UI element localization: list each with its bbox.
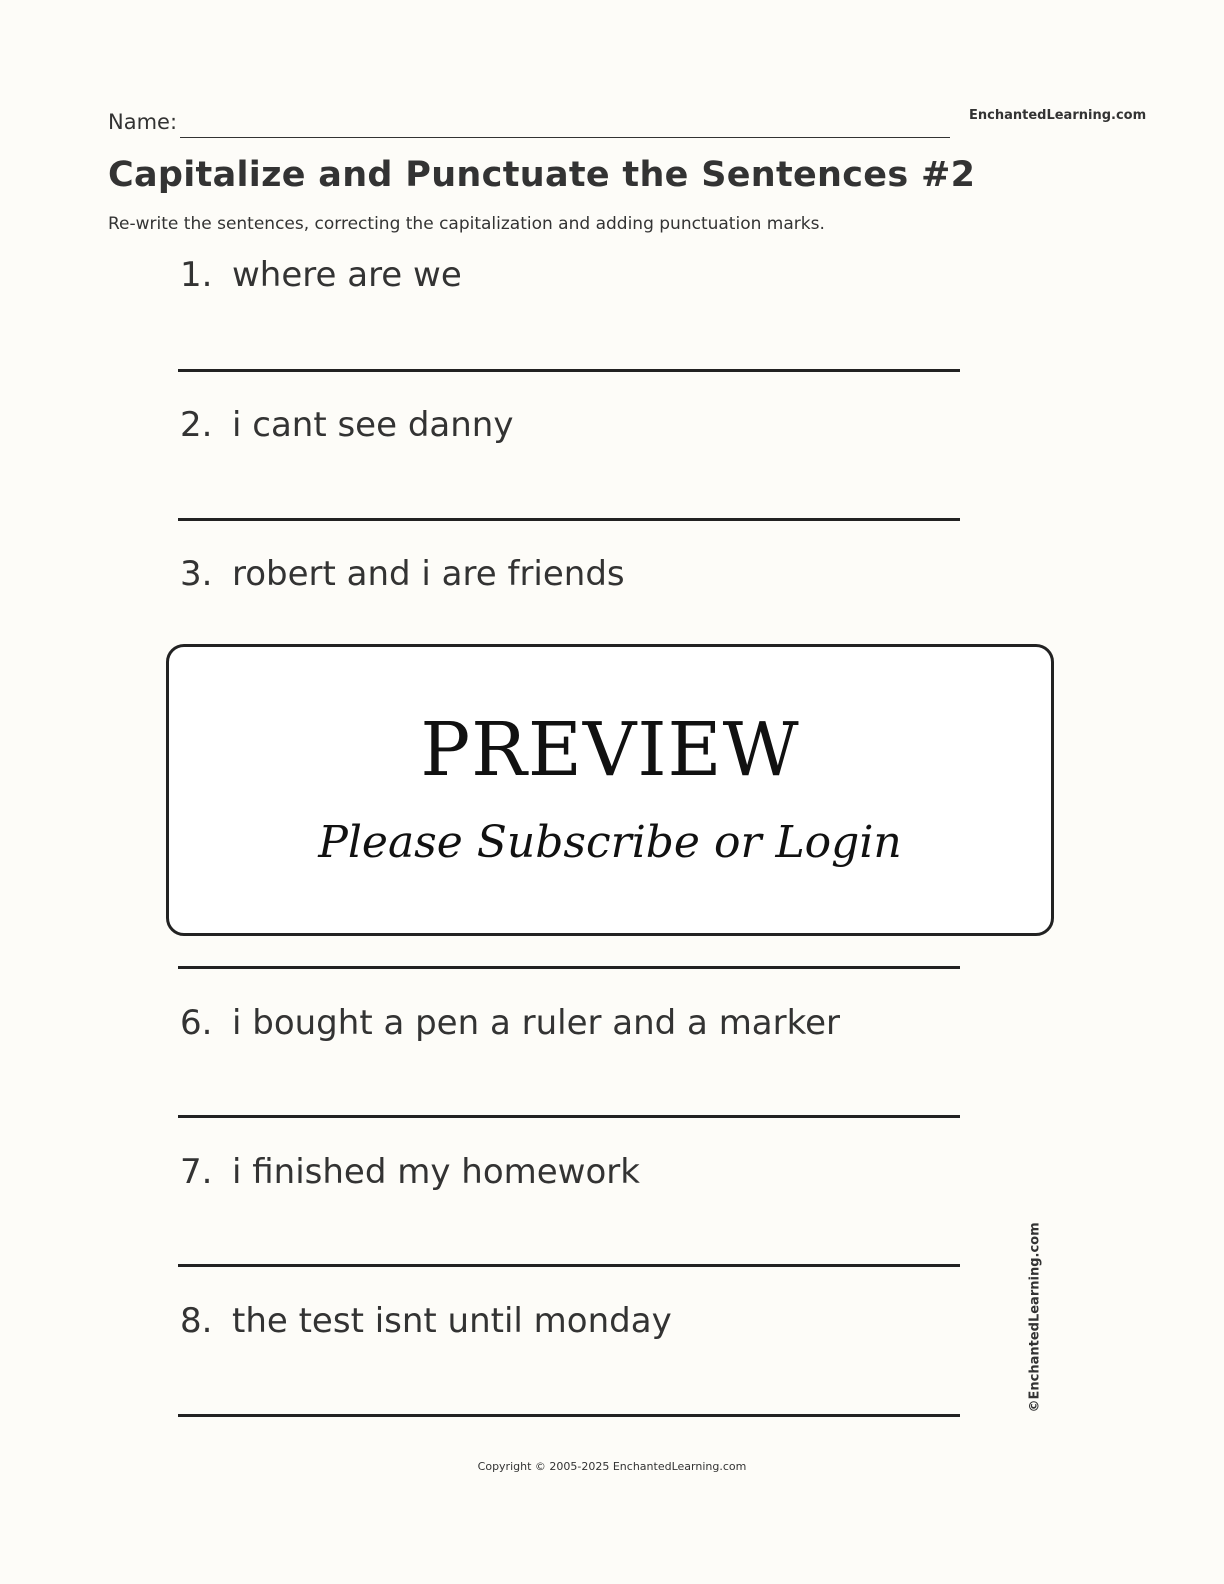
site-name-top: EnchantedLearning.com xyxy=(969,108,1147,123)
answer-line-6[interactable] xyxy=(178,1115,960,1118)
sentence-number: 8. xyxy=(180,1301,213,1341)
sentence-text: where are we xyxy=(232,255,462,295)
name-line[interactable] xyxy=(180,137,950,138)
sentence-number: 7. xyxy=(180,1152,213,1192)
answer-line-5[interactable] xyxy=(178,966,960,969)
worksheet-title: Capitalize and Punctuate the Sentences #2 xyxy=(108,155,976,195)
answer-line-8[interactable] xyxy=(178,1414,960,1417)
sentence-text: robert and i are friends xyxy=(232,554,625,594)
sentence-number: 6. xyxy=(180,1003,213,1043)
subscribe-login-prompt[interactable]: Please Subscribe or Login xyxy=(318,817,902,868)
sentence-text: i cant see danny xyxy=(232,405,514,445)
name-label: Name: xyxy=(108,110,178,134)
sentence-item-2 xyxy=(180,405,513,445)
sentence-text: i bought a pen a ruler and a marker xyxy=(232,1003,840,1043)
answer-line-7[interactable] xyxy=(178,1264,960,1267)
copyright-footer: Copyright © 2005-2025 EnchantedLearning.com xyxy=(477,1460,747,1473)
preview-overlay[interactable] xyxy=(166,644,1054,936)
sentence-item-8 xyxy=(180,1301,672,1341)
answer-line-2[interactable] xyxy=(178,518,960,521)
sentence-item-7 xyxy=(180,1152,640,1192)
preview-title: PREVIEW xyxy=(420,707,800,793)
sentence-text: i finished my homework xyxy=(232,1152,640,1192)
instructions: Re-write the sentences, correcting the capitalization and adding punctuation marks. xyxy=(108,214,825,234)
sentence-number: 2. xyxy=(180,405,213,445)
sentence-item-1 xyxy=(180,255,462,295)
side-credit-vertical: ©EnchantedLearning.com xyxy=(1027,1222,1043,1413)
sentence-text: the test isnt until monday xyxy=(232,1301,672,1341)
sentence-item-6 xyxy=(180,1003,840,1043)
sentence-number: 3. xyxy=(180,554,213,594)
sentence-number: 1. xyxy=(180,255,213,295)
answer-line-1[interactable] xyxy=(178,369,960,372)
sentence-item-3 xyxy=(180,554,625,594)
